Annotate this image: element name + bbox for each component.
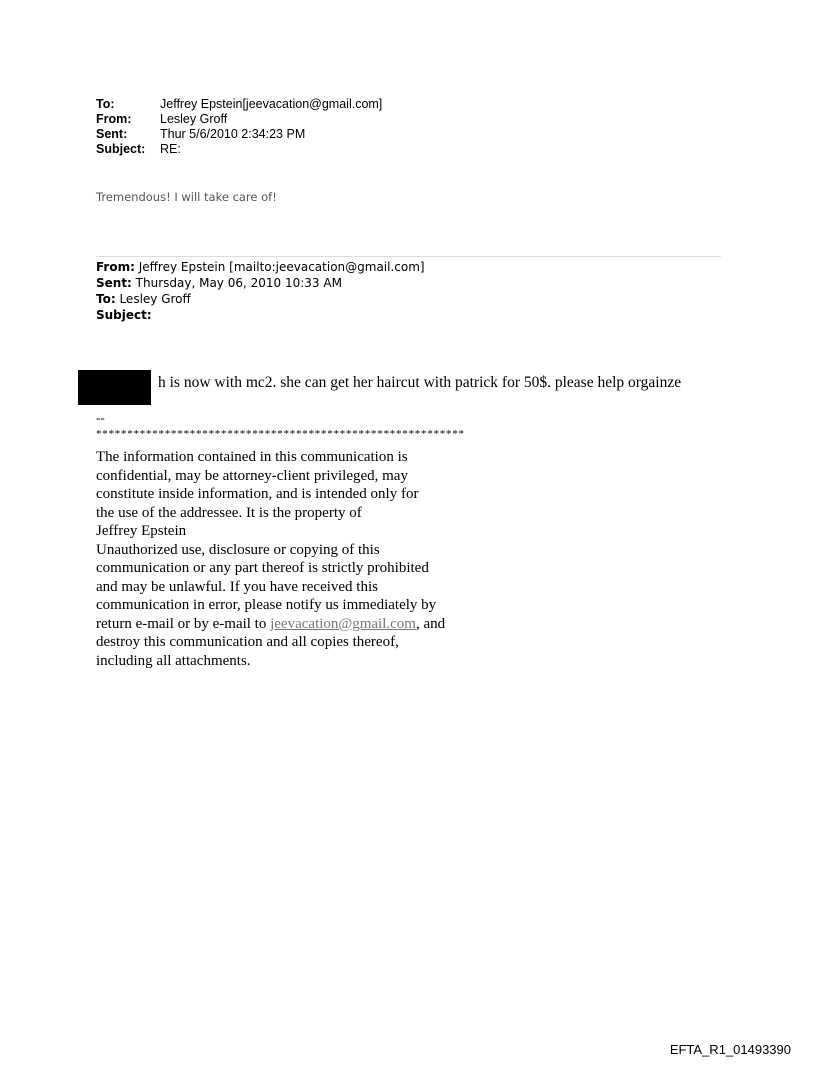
redaction-box [78,370,151,405]
quoted-header [96,259,425,323]
disclaimer-email-prefix: return e-mail or by e-mail to [96,615,271,632]
from-value: Lesley Groff [160,112,228,126]
disclaimer-line: communication in error, please notify us immediately by [96,597,437,613]
disclaimer-line: Jeffrey Epstein [96,523,187,539]
email-link[interactable]: jeevacation@gmail.com [270,615,416,632]
disclaimer-email-suffix: , and [415,615,446,632]
disclaimer [96,448,445,670]
quoted-to-row [96,291,425,307]
reply-text: Tremendous! I will take care of! [96,190,277,204]
from-label: From: [96,112,132,126]
quoted-divider [96,256,721,257]
to-value: Jeffrey Epstein[jeevacation@gmail.com] [160,97,383,111]
header-sent-row [96,127,382,142]
document-id: EFTA_R1_01493390 [669,1042,791,1057]
disclaimer-line: constitute inside information, and is intended only for [96,486,419,502]
message-body: h is now with mc2. she can get her haircut with patrick for 50$. please help orgainze [158,374,682,391]
disclaimer-line: The information contained in this communication is [96,449,408,465]
quoted-from-label: From: [96,260,135,274]
disclaimer-line: Unauthorized use, disclosure or copying of this [96,541,380,558]
quoted-sent-label: Sent: [96,276,132,290]
disclaimer-line: destroy this communication and all copies thereof, [96,634,399,650]
disclaimer-line: and may be unlawful. If you have received this [96,578,378,595]
header-to-row [96,97,382,112]
disclaimer-line: communication or any part thereof is strictly prohibited [96,560,429,576]
quoted-to-value: Lesley Groff [115,292,191,306]
quoted-subject-label: Subject: [96,308,152,322]
disclaimer-line: the use of the addressee. It is the property of [96,504,362,521]
quoted-sent-row [96,275,425,291]
subject-label: Subject: [96,142,146,156]
header-subject-row [96,142,382,157]
quoted-from-row [96,259,425,275]
quoted-subject-row [96,307,425,323]
sent-value: Thur 5/6/2010 2:34:23 PM [160,127,306,141]
email-header [96,97,382,157]
quoted-sent-value: Thursday, May 06, 2010 10:33 AM [131,276,342,290]
quoted-from-value: Jeffrey Epstein [mailto:jeevacation@gmail.com] [134,260,425,274]
quoted-to-label: To: [96,292,116,306]
signature-stars: *********************************************************** [96,428,465,440]
disclaimer-line: confidential, may be attorney-client privileged, may [96,467,408,484]
sent-label: Sent: [96,127,128,141]
disclaimer-email-line [96,615,445,634]
header-from-row [96,112,382,127]
signature-dashes: -- [96,410,105,425]
subject-value: RE: [160,142,181,156]
disclaimer-line: including all attachments. [96,652,251,669]
to-label: To: [96,97,115,111]
